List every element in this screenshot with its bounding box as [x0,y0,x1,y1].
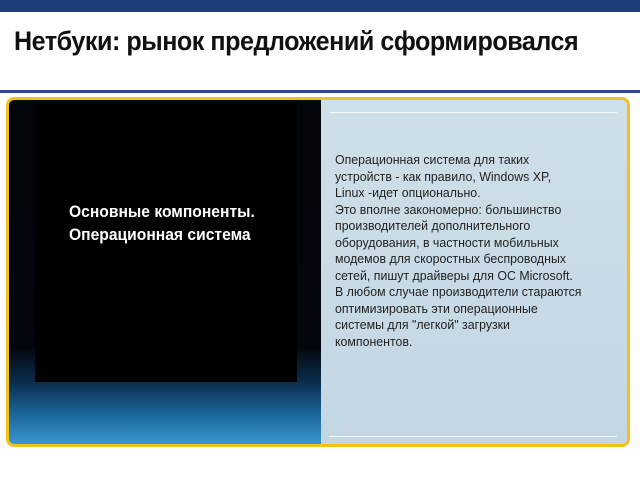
section-heading-line-2: Операционная система [69,225,251,244]
body-line: системы для "легкой" загрузки [335,317,510,332]
body-line: компонентов. [335,333,413,349]
body-line: Linux -идет опционально. [335,185,481,200]
title-divider [0,90,640,93]
body-line: Операционная система для таких [335,152,530,167]
body-line: Это вполне закономерно: большинство [335,201,562,217]
bottom-margin [0,452,640,480]
body-line: устройств - как правило, Windows XP, [335,168,552,184]
right-panel [321,100,627,444]
body-line: В любом случае производители стараются [335,284,582,299]
left-panel [9,100,321,444]
body-line: сетей, пишут драйверы для ОС Microsoft. [335,267,573,283]
slide-title: Нетбуки: рынок предложений сформировался [14,26,579,56]
body-line: производителей дополнительного [335,218,531,233]
top-accent-bar [0,0,640,12]
body-line: модемов для скоростных беспроводных [335,251,567,266]
body-line: оборудования, в частности мобильных [335,234,559,250]
section-heading [69,200,290,246]
panel-divider-top [329,112,617,113]
panel-divider-bottom [329,436,617,437]
body-line: оптимизировать эти операционные [335,300,538,316]
body-text [335,152,620,350]
section-heading-line-1: Основные компоненты. [69,202,255,221]
content-frame [6,97,630,447]
